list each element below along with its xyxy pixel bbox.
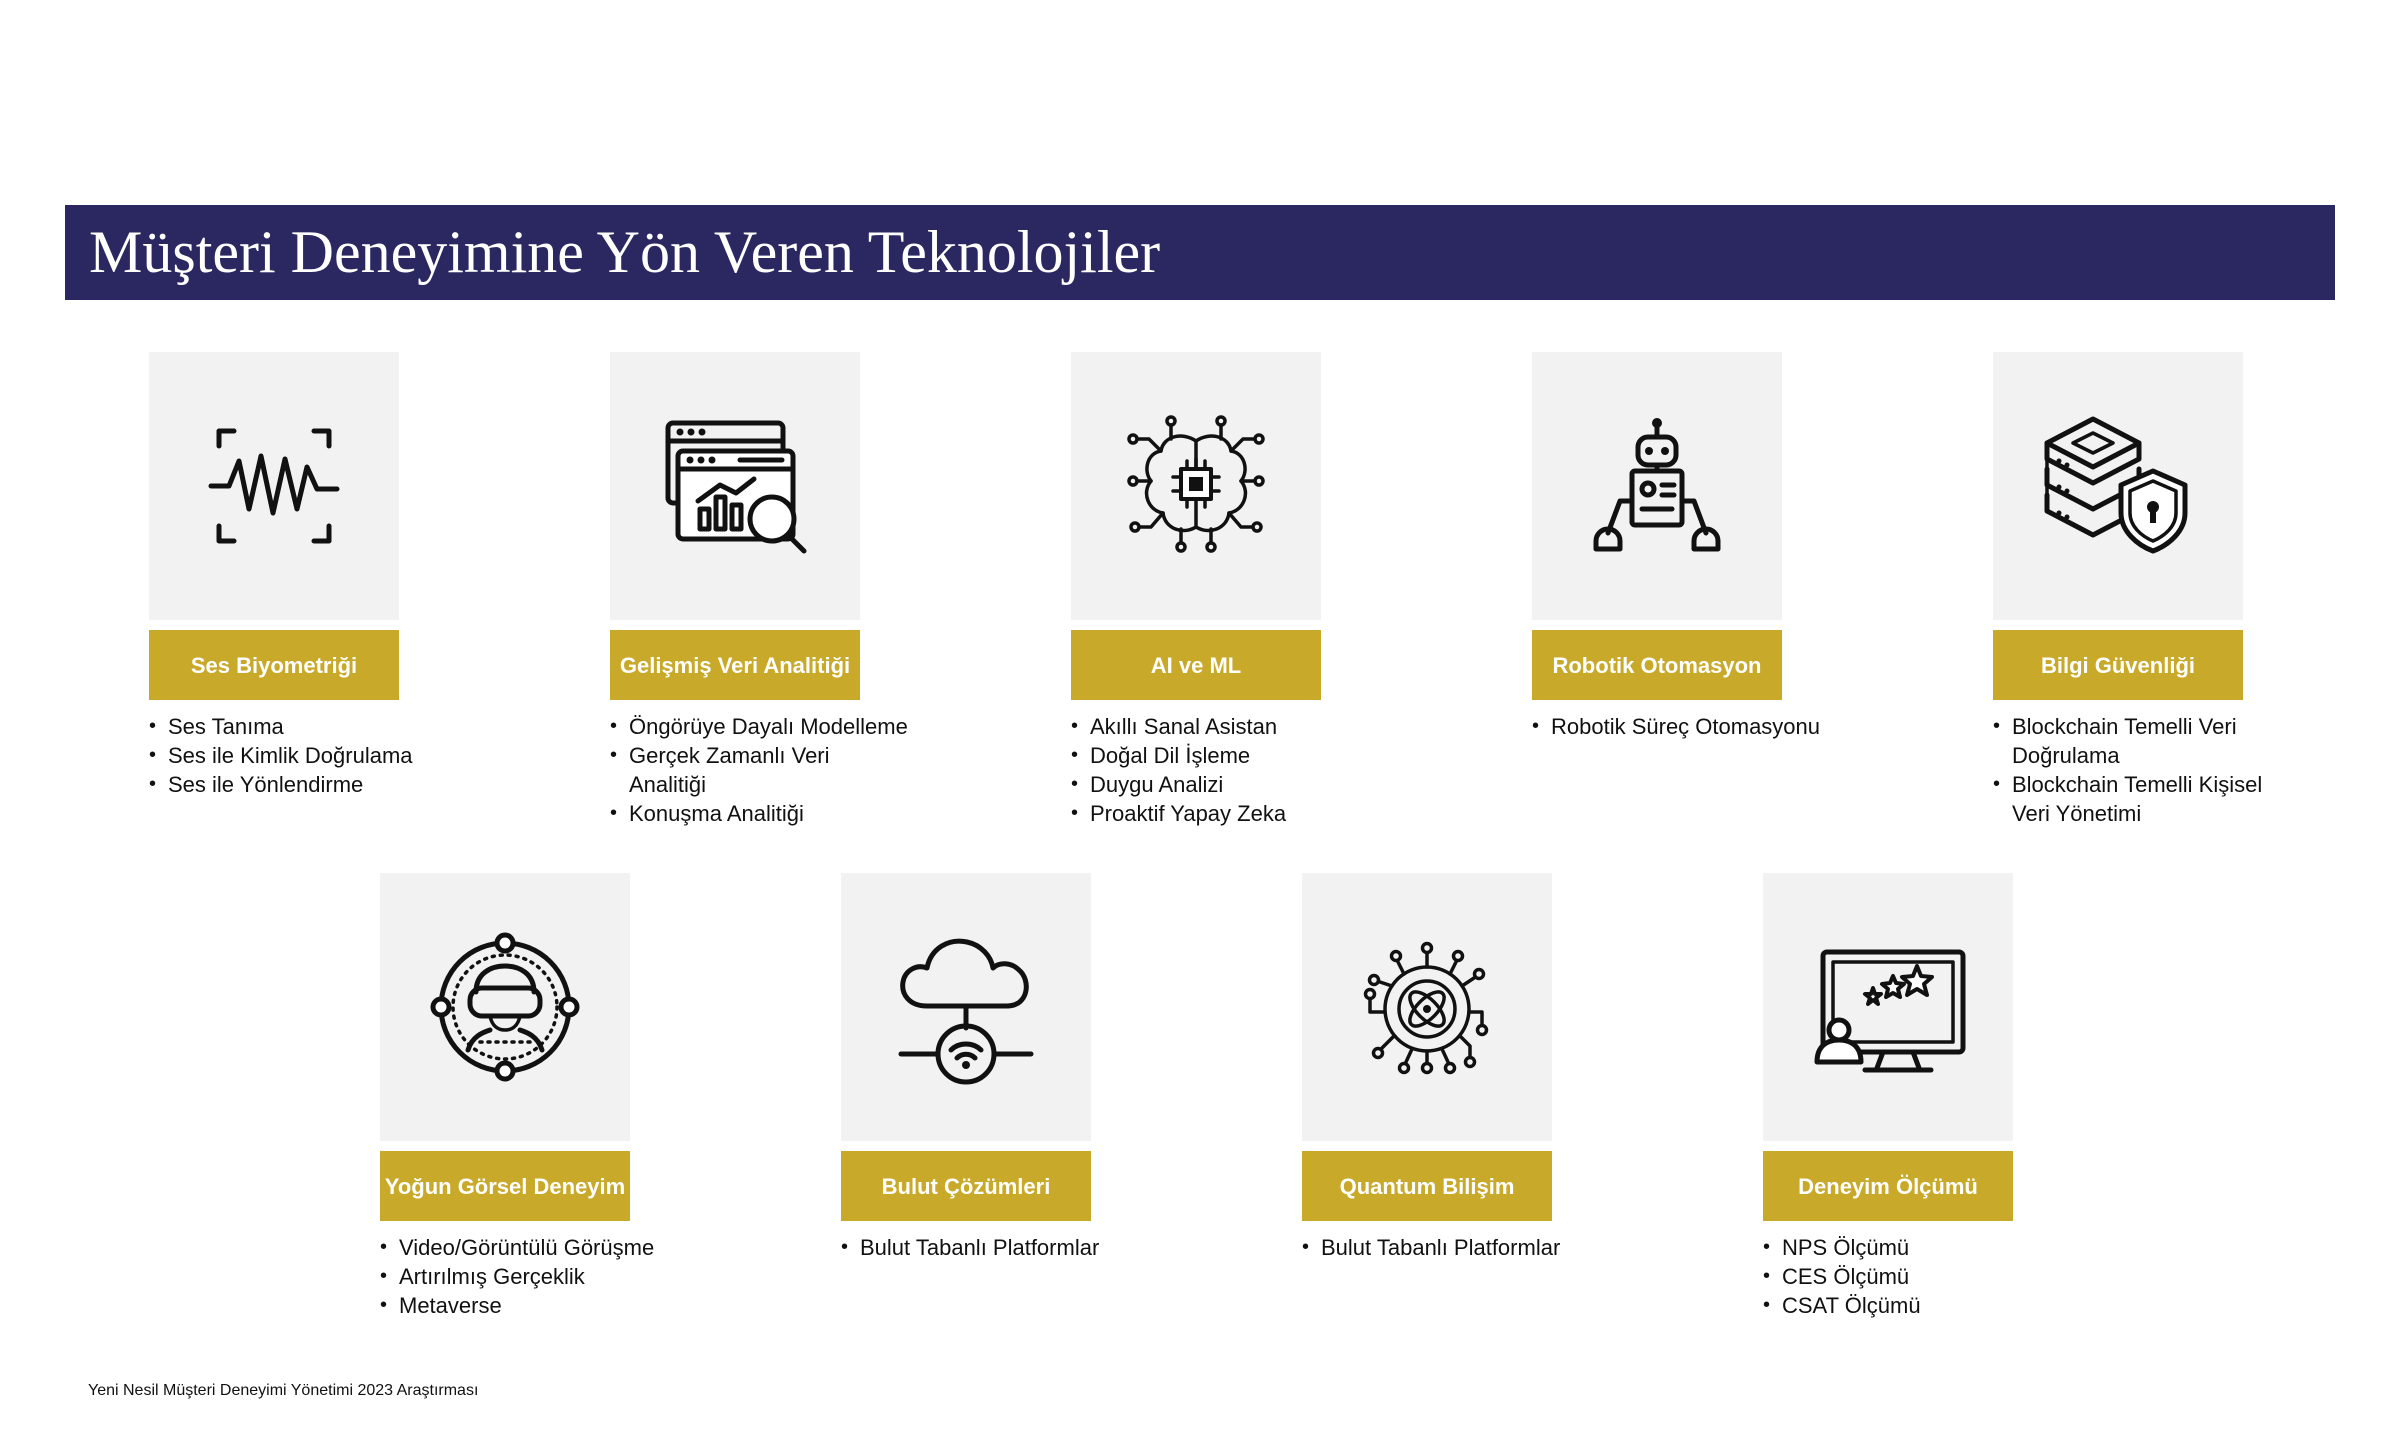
list-item: • Akıllı Sanal Asistan [1071,712,1371,741]
list-item: • Konuşma Analitiği [610,799,910,828]
icon-tile [1763,873,2013,1141]
feature-list [1071,712,1371,828]
card-information-security [1993,352,2263,828]
list-item: • Doğal Dil İşleme [1071,741,1371,770]
list-item: • NPS Ölçümü [1763,1233,2063,1262]
feature-list [1302,1233,1602,1262]
cloud-wifi-icon [881,922,1051,1092]
feature-list [610,712,910,828]
card-immersive-visual-experience [380,873,655,1320]
card-robotic-automation [1532,352,1821,741]
list-item: • Artırılmış Gerçeklik [380,1262,680,1291]
feature-list [1763,1233,2063,1320]
card-label: Yoğun Görsel Deneyim [380,1151,630,1221]
list-item: • Bulut Tabanlı Platformlar [1302,1233,1602,1262]
list-item: • Blockchain Temelli Veri Doğrulama [1993,712,2293,770]
list-item: • Video/Görüntülü Görüşme [380,1233,680,1262]
list-item: • Ses ile Kimlik Doğrulama [149,741,449,770]
data-analytics-icon [650,401,820,571]
icon-tile [1302,873,1552,1141]
icon-tile [380,873,630,1141]
list-item: • CSAT Ölçümü [1763,1291,2063,1320]
list-item: • Bulut Tabanlı Platformlar [841,1233,1141,1262]
feature-list [1532,712,1832,741]
card-label: Ses Biyometriği [149,630,399,700]
list-item: • Ses ile Yönlendirme [149,770,449,799]
list-item: • Gerçek Zamanlı Veri Analitiği [610,741,910,799]
quantum-atom-icon [1342,922,1512,1092]
icon-tile [1532,352,1782,620]
icon-tile [149,352,399,620]
list-item: • Ses Tanıma [149,712,449,741]
feature-list [149,712,449,799]
card-label: Quantum Bilişim [1302,1151,1552,1221]
icon-tile [1993,352,2243,620]
list-item: • Blockchain Temelli Kişisel Veri Yönetimi [1993,770,2293,828]
card-cloud-solutions [841,873,1100,1262]
feature-list [380,1233,680,1320]
feature-list [841,1233,1141,1262]
card-label: Robotik Otomasyon [1532,630,1782,700]
vr-headset-icon [420,922,590,1092]
blockchain-shield-icon [2033,401,2203,571]
source-footnote: Yeni Nesil Müşteri Deneyimi Yönetimi 2023 Araştırması [88,1382,479,1399]
card-label: Deneyim Ölçümü [1763,1151,2013,1221]
list-item: • Robotik Süreç Otomasyonu [1532,712,1832,741]
card-experience-measurement [1763,873,2013,1320]
card-advanced-data-analytics [610,352,908,828]
feature-list [1993,712,2293,828]
icon-tile [610,352,860,620]
list-item: • Proaktif Yapay Zeka [1071,799,1371,828]
list-item: • Öngörüye Dayalı Modelleme [610,712,910,741]
card-voice-biometrics [149,352,413,799]
card-ai-ml [1071,352,1321,828]
robot-icon [1572,401,1742,571]
card-label: AI ve ML [1071,630,1321,700]
list-item: • Metaverse [380,1291,680,1320]
card-label: Bilgi Güvenliği [1993,630,2243,700]
icon-tile [1071,352,1321,620]
voice-waveform-icon [189,401,359,571]
list-item: • Duygu Analizi [1071,770,1371,799]
card-quantum-computing [1302,873,1561,1262]
list-item: • CES Ölçümü [1763,1262,2063,1291]
card-label: Gelişmiş Veri Analitiği [610,630,860,700]
page-title: Müşteri Deneyimine Yön Veren Teknolojiler [89,219,1161,285]
monitor-rating-icon [1803,922,1973,1092]
card-label: Bulut Çözümleri [841,1151,1091,1221]
title-banner [65,205,2335,300]
ai-brain-chip-icon [1111,401,1281,571]
icon-tile [841,873,1091,1141]
